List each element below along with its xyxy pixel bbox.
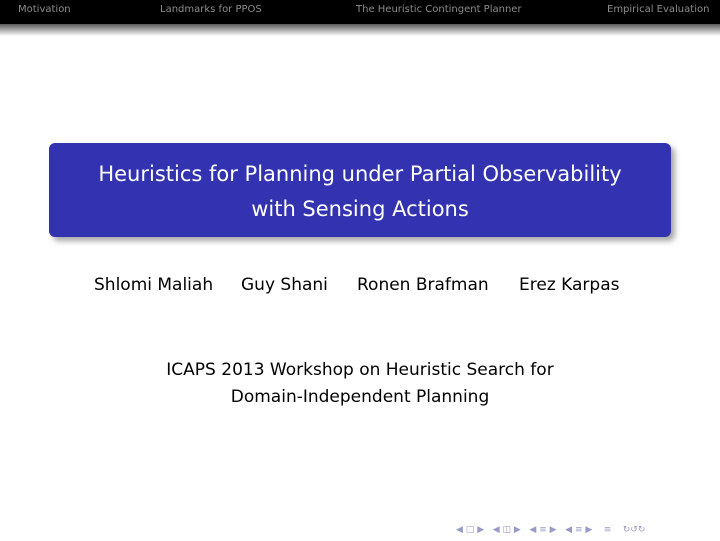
frame-forward-icon[interactable]: ▶ [477, 525, 485, 535]
nav-item-heuristic-planner[interactable]: The Heuristic Contingent Planner [356, 4, 522, 15]
frame-icon: □ [465, 525, 475, 535]
author-guy-shani: Guy Shani [241, 275, 328, 295]
nav-item-motivation[interactable]: Motivation [18, 4, 71, 15]
subsection-back-icon[interactable]: ◀ [492, 525, 500, 535]
beamer-navigation [456, 524, 645, 536]
subsection-icon: ◫ [502, 525, 512, 535]
frame-back-icon[interactable]: ◀ [456, 525, 463, 535]
section-icon: ≡ [539, 525, 547, 535]
header-shadow [0, 24, 720, 36]
nav-item-empirical-evaluation[interactable]: Empirical Evaluation [607, 4, 710, 15]
subsection-forward-icon[interactable]: ▶ [513, 525, 521, 535]
nav-item-landmarks[interactable]: Landmarks for PPOS [160, 4, 262, 15]
align-icon[interactable]: ≡ [603, 525, 612, 535]
author-ronen-brafman: Ronen Brafman [357, 275, 489, 295]
author-shlomi-maliah: Shlomi Maliah [94, 275, 214, 295]
title-box [49, 143, 671, 237]
part-back-icon[interactable]: ◀ [565, 525, 573, 535]
search-icon[interactable]: ↻↺↻ [622, 525, 646, 535]
title-line-2: with Sensing Actions [251, 197, 469, 221]
venue-line-2: Domain-Independent Planning [230, 387, 490, 407]
section-back-icon[interactable]: ◀ [529, 525, 537, 535]
part-icon: ≡ [574, 525, 583, 535]
venue-line-1: ICAPS 2013 Workshop on Heuristic Search for [166, 360, 554, 380]
section-forward-icon[interactable]: ▶ [549, 525, 557, 535]
author-erez-karpas: Erez Karpas [519, 275, 620, 295]
part-forward-icon[interactable]: ▶ [585, 525, 593, 535]
title-line-1: Heuristics for Planning under Partial Observability [98, 162, 622, 186]
